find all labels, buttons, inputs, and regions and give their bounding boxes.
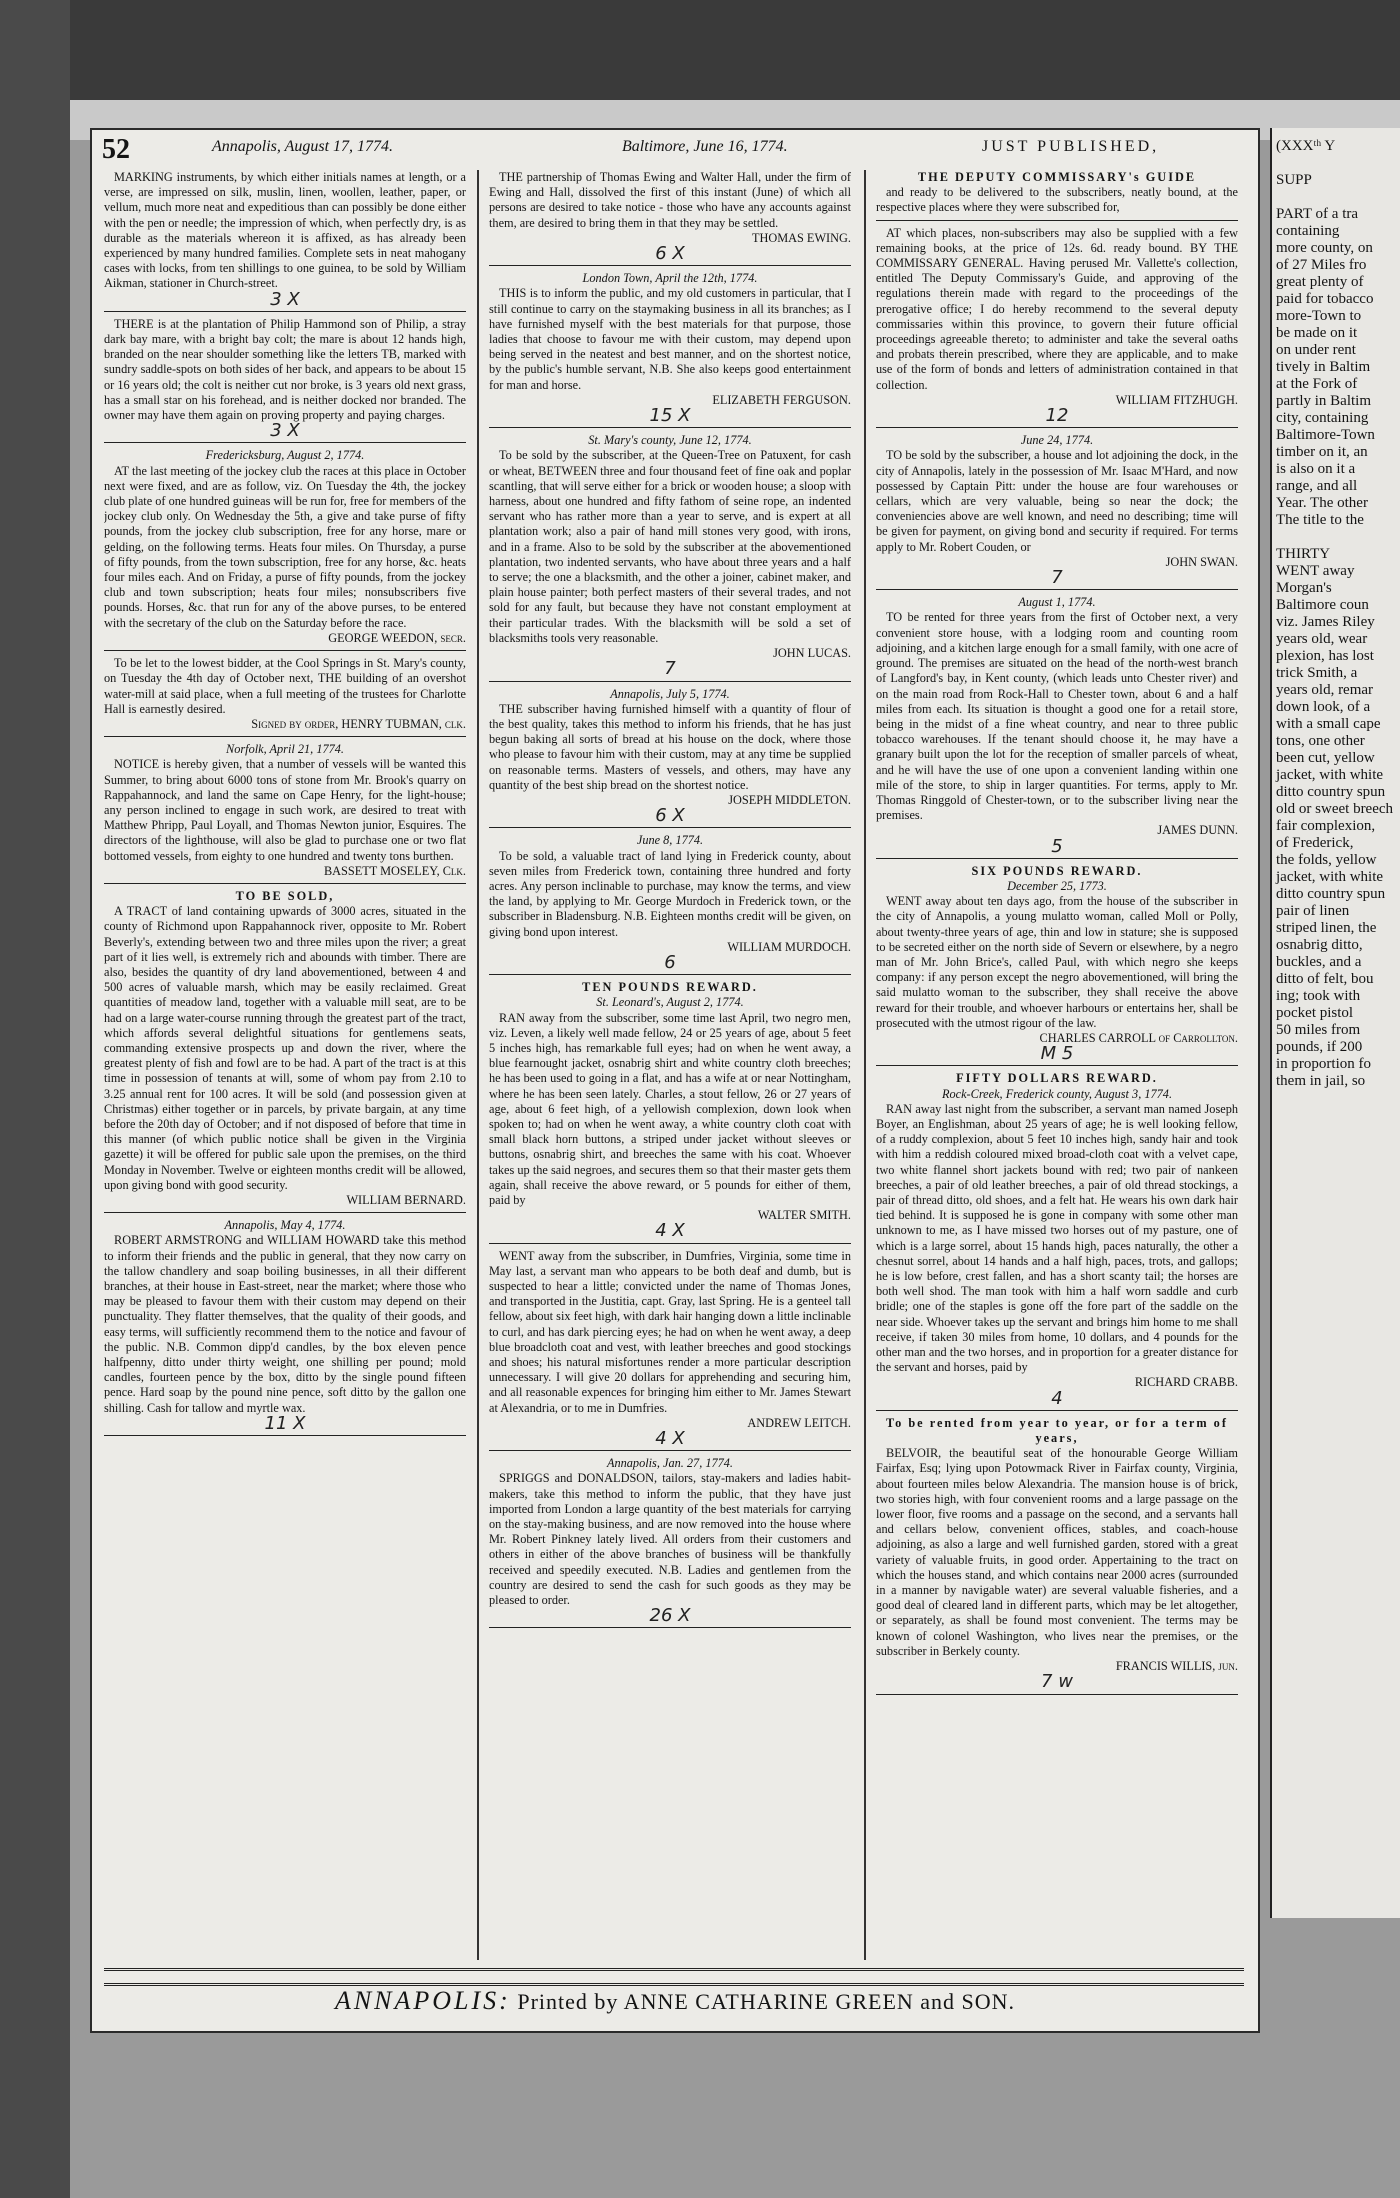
page-header: [102, 134, 1252, 165]
advertisement: [104, 448, 466, 646]
ad-headline: TO BE SOLD,: [235, 888, 335, 903]
ad-body: RAN away from the subscriber, some time last April, two negro men, viz. Leven, a likely well made fellow, 24 or 25 years of age, about 5 feet 5 inches high, has remarkable full eyes; had on when he went away, a blue fearnought jacket, osnabrig shirt and white country cloth breeches; he has been used to going in a flat, and has a wife at or near Nottingham, where he has been seen lately. Charles, a stout fellow, 26 or 27 years of age, about 6 feet high, of a yellowish complexion, down look when spoken to; had on when he went away, a white country cloth coat with small black horn buttons, a striped under jacket without sleeves or buttons, osnabrig shirt, and breeches the same with his coat. Whoever takes up the said negroes, and secures them so that their master gets them again, shall receive the above reward, or 5 pounds for either of them, paid by: [489, 1010, 851, 1207]
handwritten-mark: 7 w: [1041, 1671, 1073, 1693]
handwritten-mark: 5: [1051, 835, 1063, 857]
fragment-line: jacket, with white: [1276, 869, 1384, 885]
handwritten-mark: 4 X: [655, 1428, 685, 1450]
ad-signature: WALTER SMITH.: [757, 1208, 851, 1223]
ad-headline: TEN POUNDS REWARD.: [582, 980, 758, 995]
fragment-line: viz. James Riley: [1276, 614, 1375, 630]
ad-separator-rule: [489, 974, 851, 975]
ad-signature: JOHN SWAN.: [1165, 554, 1238, 569]
handwritten-mark: 11 X: [264, 1412, 306, 1434]
column-rule: [864, 170, 866, 1960]
advertisement: [489, 1456, 851, 1627]
fragment-line: been cut, yellow: [1276, 750, 1375, 766]
ad-signature: JOHN LUCAS.: [773, 646, 851, 661]
fragment-line: pair of linen: [1276, 903, 1350, 919]
ad-separator-rule: [489, 1243, 851, 1244]
ad-separator-rule: [104, 311, 466, 312]
advertisement: [876, 433, 1238, 589]
advertisement: [489, 833, 851, 973]
ad-body: AT the last meeting of the jockey club the races at this place in October next were fixed, and are as follow, viz. On Tuesday the 4th, the jockey club plate of one hundred guineas will be run for, free for members of the jockey club only. On Wednesday the 5th, a give and take purse of fifty pounds, from the jockey club subscription, free for any horse, mare or gelding, on the following terms. Heats four miles. On Thursday, a purse of fifty pounds, from the town subscription, free for any horse, &c. heats four miles each. And on Friday, a purse of fifty pounds, from the jockey club and town subscription; heats four miles; nonsubscribers five pounds. Horses, &c. that run for any of the above purses, to be entered with the secretary of the club on the Saturday before the race.: [104, 463, 466, 630]
ad-separator-rule: [104, 883, 466, 884]
fragment-line: tively in Baltim: [1276, 359, 1371, 375]
fragment-line: containing: [1276, 223, 1340, 239]
handwritten-mark: 4: [1051, 1387, 1063, 1409]
fragment-line: trick Smith, a: [1276, 665, 1358, 681]
fragment-line: (XXXᵗʰ Y: [1276, 138, 1336, 154]
ad-signature: WILLIAM BERNARD.: [346, 1193, 466, 1207]
ad-separator-rule: [876, 427, 1238, 428]
handwritten-mark: 6: [664, 951, 676, 973]
ad-separator-rule: [489, 1450, 851, 1451]
handwritten-mark: 26 X: [649, 1605, 691, 1627]
ad-dateline: St. Leonard's, August 2, 1774.: [596, 995, 744, 1010]
fragment-line: ditto country spun: [1276, 784, 1386, 800]
handwritten-mark: 3 X: [270, 288, 300, 310]
ad-separator-rule: [489, 265, 851, 266]
ad-dateline: Annapolis, May 4, 1774.: [224, 1218, 346, 1233]
ad-separator-rule: [104, 650, 466, 651]
ad-body: THIS is to inform the public, and my old customers in particular, that I still continue to carry on the staymaking business in all its branches; as I have furnished myself with the best materials for that purpose, those ladies that choose to favour me with their custom, may depend upon being served in the neatest and best manner, and on the shortest notice, by the public's humble servant, N.B. She also keeps good entertainment for man and horse.: [489, 286, 851, 392]
ad-headline: To be rented from year to year, or for a term of years,: [886, 1415, 1228, 1446]
fragment-line: ditto country spun: [1276, 886, 1386, 902]
ad-body: To be let to the lowest bidder, at the Cool Springs in St. Mary's county, on Tuesday the 4th day of October next, THE building of an overshot water-mill at said place, when a full meeting of the trustees for Charlotte Hall is earnestly desired.: [104, 656, 466, 716]
fragment-line: jacket, with white: [1276, 767, 1384, 783]
adjacent-page-fragment: [1270, 128, 1400, 1918]
ad-signature: Signed by order, HENRY TUBMAN, clk.: [251, 716, 466, 731]
fragment-line: in proportion fo: [1276, 1056, 1371, 1072]
ad-separator-rule: [104, 442, 466, 443]
fragment-line: [1276, 189, 1396, 206]
advertisement: [104, 1218, 466, 1434]
fragment-line: [1276, 155, 1396, 172]
ad-dateline: December 25, 1773.: [1007, 878, 1107, 893]
handwritten-mark: 15 X: [649, 405, 691, 427]
advertisement: [876, 170, 1238, 216]
ad-body: TO be sold by the subscriber, a house and lot adjoining the dock, in the city of Annapolis, lately in the possession of Mr. Isaac M'Hard, and now possessed by Captain Pitt: under the house are four warehouses or cellars, which are very valuable, being so near the dock; the conveniencies above are well known, and need no describing; time will be given for payment, on giving bond and security if required. For terms apply to Mr. Robert Couden, or: [876, 448, 1238, 554]
ad-signature: ANDREW LEITCH.: [747, 1415, 851, 1430]
advertisement: [876, 1071, 1238, 1409]
ad-dateline: Fredericksburg, August 2, 1774.: [205, 448, 365, 463]
fragment-line: years old, remar: [1276, 682, 1374, 698]
fragment-line: on under rent: [1276, 342, 1356, 358]
ad-body: MARKING instruments, by which either initials names at length, or a verse, are impressed on silk, muslin, linen, woollen, leather, paper, or vellum, much more neat and expeditious than can possibly be done either with the pen or needle; the impression of which, when perfectly dry, is as durable as the materials whereon it is affixed, as has already been experienced by many hundred families. Complete sets in neat mahogany cases with locks, from ten shillings to one guinea, to be sold by William Aikman, stationer in Church-street.: [104, 170, 466, 291]
footer-ornament-rule: [104, 1968, 1244, 1986]
fragment-line: great plenty of: [1276, 274, 1364, 290]
fragment-line: plexion, has lost: [1276, 648, 1374, 664]
imprint-printer: Printed by ANNE CATHARINE GREEN and SON.: [517, 1989, 1016, 2014]
ad-signature: FRANCIS WILLIS, jun.: [1115, 1659, 1238, 1674]
scan-left-border: [0, 0, 70, 2198]
fragment-line: old or sweet breech: [1276, 801, 1394, 817]
ad-body: and ready to be delivered to the subscribers, neatly bound, at the respective places where they were subscribed for,: [876, 185, 1238, 215]
ad-separator-rule: [489, 427, 851, 428]
fragment-line: down look, of a: [1276, 699, 1371, 715]
fragment-line: the folds, yellow: [1276, 852, 1377, 868]
fragment-line: city, containing: [1276, 410, 1369, 426]
ad-signature: ELIZABETH FERGUSON.: [712, 392, 851, 407]
ad-body: AT which places, non-subscribers may also be supplied with a few remaining books, at the price of 12s. 6d. ready bound. BY THE COMMISSARY GENERAL. Having perused Mr. Vallette's collection, entitled The Deputy Commissary's Guide, and approving of the regulations therein made with regard to the proceedings of the prerogative office; I do hereby recommend to the several deputy commissaries within this province, to govern their future official proceedings agreeable thereto; to administer and take the several oaths and probats therein prescribed, where they are applicable, and to make use of the form of bonds and letters of administration contained in that collection.: [876, 225, 1238, 392]
fragment-line: SUPP: [1276, 172, 1312, 188]
imprint-place: ANNAPOLIS:: [334, 1986, 511, 2015]
fragment-line: range, and all: [1276, 478, 1358, 494]
fragment-line: be made on it: [1276, 325, 1358, 341]
fragment-line: partly in Baltim: [1276, 393, 1371, 409]
ad-body: To be sold by the subscriber, at the Queen-Tree on Patuxent, for cash or wheat, BETWEEN three and four thousand feet of fine oak and poplar scantling, that will serve either for a brick or wooden house; a sloop with harness, about one hundred and fifty fathom of seine rope, an indented servant who has rather more than a year to serve, and is expert at all plantation work; also a pair of hand mill stones very good, with irons, and in a frame. Also to be sold by the subscriber at the abovementioned plantation, two indented servants, who have about three years and a half to serve; the one a blacksmith, and the other a joiner, cabinet maker, and plain house painter; both perfect masters of their several trades, and not sold for any fault, but because they have not constant employment at their particular trades. With the blacksmith will be sold a set of blacksmiths tools very reasonable.: [489, 448, 851, 645]
ad-headline: FIFTY DOLLARS REWARD.: [956, 1071, 1158, 1086]
ad-dateline: June 24, 1774.: [1020, 433, 1094, 448]
header-dateline-col1: Annapolis, August 17, 1774.: [212, 138, 394, 155]
ad-separator-rule: [489, 1627, 851, 1628]
ad-separator-rule: [104, 1212, 466, 1213]
ad-signature: BASSETT MOSELEY, Clk.: [323, 863, 466, 878]
fragment-line: with a small cape: [1276, 716, 1381, 732]
ad-body: SPRIGGS and DONALDSON, tailors, stay-makers and ladies habit-makers, take this method to inform the public, that they have just imported from London a large quantity of the best materials for carrying on the stay-making business, and are now removed into the house where Mr. Robert Pinkney lately lived. All orders from their customers and others in either of the above branches of business will be thankfully received and speedily executed. N.B. Ladies and gentlemen from the country are desired to send the cash for such goods as they may be pleased to order.: [489, 1471, 851, 1608]
handwritten-mark: M 5: [1040, 1043, 1074, 1065]
fragment-line: years old, wear: [1276, 631, 1368, 647]
fragment-line: WENT away: [1276, 563, 1355, 579]
fragment-line: THIRTY: [1276, 546, 1331, 562]
ad-dateline: June 8, 1774.: [636, 833, 704, 848]
handwritten-mark: 7: [664, 658, 676, 680]
ad-body: TO be rented for three years from the first of October next, a very convenient store house, with a lodging room and counting room adjoining, and a kitchen large enough for a small family, with one acre of ground. The premises are situated on the head of the north-west branch of Langford's bay, in Kent county, (which leads unto Chester river) and on the main road from Rock-Hall to Chester town, about 6 and a half miles from each. Its situation is thought a good one for a retail store, being in the midst of a fine wheat country, and near to three public tobacco warehouses. If the tenant should choose it, he may have a granary built upon the lot for the reception of smaller parcels of wheat, and he will have the use of one upon a convenient landing within one mile of the store, to ship in larger quantities. For terms, apply to Mr. Thomas Ringgold of Chester-town, or to the subscriber living near the premises.: [876, 610, 1238, 823]
fragment-line: more county, on: [1276, 240, 1373, 256]
ad-separator-rule: [876, 1065, 1238, 1066]
advertisement: [876, 595, 1238, 857]
column-3: [876, 170, 1238, 1960]
fragment-line: tons, one other: [1276, 733, 1365, 749]
advertisement: [876, 863, 1238, 1065]
advertisement: [489, 686, 851, 827]
ad-dateline: Annapolis, Jan. 27, 1774.: [606, 1456, 734, 1471]
fragment-line: striped linen, the: [1276, 920, 1377, 936]
ad-body: A TRACT of land containing upwards of 3000 acres, situated in the county of Richmond upon Rappahannock river, opposite to Mr. Robert Beverly's, extending between two and three miles upon the river; a great part of it lies well, is extremely rich and abounds with timber. There are also, besides the quantity of dry land abovementioned, between 4 and 500 acres of valuable marsh, which may be easily reclaimed. Great quantities of meadow land, together with a valuable mill seat, are to be had on a large water-course running through the greatest part of the tract, which affords several delightful situations for gentlemens seats, commanding extensive prospects up and down the river, where the greatest plenty of fish and fowl are to be had. A part of the tract is at this time in possession of tenants at will, some of whom pay from 2.10 to 3.25 annual rent for 100 acres. It will be sold (and possession given at Christmas) either together or in parcels, by private bargain, at any time before the 20th day of October; and if not disposed of before that time in this manner (of which public notice shall be given in the Virginia gazette) it will be offered for public sale upon the premises, on the third Monday in November. Twelve or eighteen months credit will be allowed, upon giving bond with good security.: [104, 904, 466, 1192]
ad-signature: GEORGE WEEDON, secr.: [328, 630, 466, 645]
ad-separator-rule: [104, 736, 466, 737]
ad-signature: WILLIAM FITZHUGH.: [1115, 392, 1238, 407]
ad-body: THE subscriber having furnished himself with a quantity of flour of the best quality, takes this method to inform his friends, that he has just begun baking all sorts of bread at his house on the dock, where those who please to favour him with their custom, may at any time be supplied on reasonable terms. Masters of vessels, and others, may have any quantity of the best ship bread on the shortest notice.: [489, 701, 851, 792]
fragment-line: fair complexion,: [1276, 818, 1376, 834]
scan-top-border: [0, 0, 1400, 120]
ad-headline: THE DEPUTY COMMISSARY's GUIDE: [917, 170, 1197, 184]
newspaper-page: [90, 128, 1260, 2033]
ad-separator-rule: [876, 220, 1238, 221]
fragment-line: PART of a tra: [1276, 206, 1359, 222]
advertisement: [489, 1248, 851, 1450]
ad-dateline: Rock-Creek, Frederick county, August 3, 1774.: [941, 1086, 1173, 1101]
fragment-line: osnabrig ditto,: [1276, 937, 1363, 953]
ad-body: ROBERT ARMSTRONG and WILLIAM HOWARD take this method to inform their friends and the public in general, that they now carry on the tallow chandlery and soap boiling businesses, in all their different branches, at their house in East-street, near the market; where those who may be pleased to favour them with their custom may depend on their punctuality. They flatter themselves, that the quality of their goods, and easy terms, will sufficiently recommend them to the notice and favour of the public. N.B. Common dipp'd candles, by the box eleven pence halfpenny, ditto under thirty weight, one shilling per pound; mold candles, fourteen pence by the box, ditto by the single pound fifteen pence. Hard soap by the pound nine pence, soft ditto by the gallon one shilling. Cash for tallow and myrtle wax.: [104, 1233, 466, 1415]
header-dateline-col2: Baltimore, June 16, 1774.: [622, 138, 788, 155]
ad-dateline: St. Mary's county, June 12, 1774.: [588, 433, 752, 448]
ad-body: THE partnership of Thomas Ewing and Walter Hall, under the firm of Ewing and Hall, dissolved the first of this instant (June) of which all persons are desired to take notice - those who have any accounts against them, are desired to bring them in that they may be settled.: [489, 170, 851, 230]
advertisement: [489, 433, 851, 680]
header-just-published: JUST PUBLISHED,: [982, 138, 1160, 155]
ad-body: WENT away from the subscriber, in Dumfries, Virginia, some time in May last, a servant man who appears to be both deaf and dumb, but is suspected to hear a little; convicted under the name of Thomas Jones, and transported in the Justitia, capt. Gray, last Spring. He is a genteel tall fellow, about six feet high, with dark hair hanging down a little inclinable to curl, and has dark piercing eyes; he had on when he went away, a deep blue broadcloth coat and vest, with leather breeches and good stockings and shoes; his natural misfortunes render a more particular description unnecessary. I will give 20 dollars for apprehending and securing him, and all reasonable expences for bringing him either to Mr. James Stewart at Alexandria, or to me in Dumfries.: [489, 1248, 851, 1415]
fragment-line: them in jail, so: [1276, 1073, 1366, 1089]
advertisement: [104, 316, 466, 442]
fragment-line: more-Town to: [1276, 308, 1362, 324]
fragment-line: buckles, and a: [1276, 954, 1362, 970]
ad-signature: THOMAS EWING.: [751, 230, 851, 245]
column-1: [104, 170, 466, 1960]
ad-signature: WILLIAM MURDOCH.: [727, 939, 851, 954]
ad-signature: JAMES DUNN.: [1157, 823, 1238, 838]
advertisement: [876, 225, 1238, 427]
ad-dateline: Annapolis, July 5, 1774.: [610, 686, 730, 701]
fragment-line: Baltimore coun: [1276, 597, 1369, 613]
fragment-line: of 27 Miles fro: [1276, 257, 1367, 273]
ad-body: THERE is at the plantation of Philip Hammond son of Philip, a stray dark bay mare, with a bright bay colt; the mare is about 12 hands high, branded on the near shoulder something like the letters TB, marked with sundry saddle-spots on both sides of her back, and appears to be about 15 or 16 years old; the colt is neither cut nor broke, is 3 years old next grass, has a small star on his forehead, and is neither docked nor branded. The owner may have them again on proving property and paying charges.: [104, 316, 466, 423]
ad-signature: RICHARD CRABB.: [1134, 1375, 1238, 1390]
ad-body: WENT away about ten days ago, from the house of the subscriber in the city of Annapolis, a young mulatto woman, called Moll or Polly, about twenty-three years of age, thin and low in stature; she is supposed to be secreted either on the north side of Severn or elsewhere, by a negro man of Mr. John Brice's, called Paul, with which negro she keeps company: if any person except the negro abovementioned, will bring the said mulatto woman to the subscriber, they shall receive the above reward for their trouble, and whoever harbours or entertains her, shall be prosecuted with the utmost rigour of the law.: [876, 894, 1238, 1030]
ad-body: BELVOIR, the beautiful seat of the honourable George William Fairfax, Esq; lying upon Potowmack River in Fairfax county, Virginia, about fourteen miles below Alexandria. The mansion house is of brick, two stories high, with four convenient rooms and a large passage on the lower floor, five rooms and a passage on the second, and a servants hall and cellars below, convenient offices, stables, and coach-house adjoining, as also a large and well furnished garden, stored with a great variety of valuable fruits, in good order. Appertaining to the tract on which the houses stand, and which contains near 2000 acres (surrounded in a manner by navigable water) are several valuable fisheries, and a good deal of cleared land in different parts, which may be let altogether, or separately, as shall be found most convenient. The terms may be known of colonel Washington, who lives near the premises, or the subscriber in Berkely county.: [876, 1446, 1238, 1658]
fragment-line: paid for tobacco: [1276, 291, 1374, 307]
fragment-line: Year. The other: [1276, 495, 1368, 511]
column-rule: [477, 170, 479, 1960]
handwritten-mark: 12: [1045, 405, 1069, 427]
fragment-line: ing; took with: [1276, 988, 1361, 1004]
fragment-line: is also on it a: [1276, 461, 1356, 477]
fragment-line: 50 miles from: [1276, 1022, 1361, 1038]
ad-dateline: London Town, April the 12th, 1774.: [582, 271, 758, 286]
fragment-line: ditto of felt, bou: [1276, 971, 1374, 987]
ad-separator-rule: [876, 589, 1238, 590]
ad-separator-rule: [876, 1694, 1238, 1695]
fragment-line: [1276, 529, 1396, 546]
advertisement: [489, 170, 851, 265]
ad-separator-rule: [104, 1435, 466, 1436]
fragment-line: pounds, if 200: [1276, 1039, 1363, 1055]
fragment-line: Morgan's: [1276, 580, 1332, 596]
handwritten-mark: 7: [1051, 567, 1063, 589]
handwritten-mark: 6 X: [655, 805, 685, 827]
fragment-line: timber on it, an: [1276, 444, 1368, 460]
ad-dateline: Norfolk, April 21, 1774.: [226, 742, 344, 757]
column-2: [489, 170, 851, 1960]
fragment-line: of Frederick,: [1276, 835, 1354, 851]
ad-separator-rule: [876, 1410, 1238, 1411]
advertisement: [104, 889, 466, 1208]
advertisement: [104, 742, 466, 879]
advertisement: [489, 271, 851, 427]
ad-separator-rule: [876, 858, 1238, 859]
fragment-line: The title to the: [1276, 512, 1364, 528]
page-number: 52: [102, 134, 130, 165]
ad-body: To be sold, a valuable tract of land lying in Frederick county, about seven miles from Frederick town, containing three hundred and forty acres. Any person inclinable to purchase, may know the terms, and view the land, by applying to Mr. George Murdoch in Frederick town, or the subscriber in Bladensburg. N.B. Eighteen months credit will be given, on giving bond upon interest.: [489, 848, 851, 939]
ad-headline: SIX POUNDS REWARD.: [971, 863, 1143, 878]
imprint: [92, 1986, 1258, 2016]
fragment-line: at the Fork of: [1276, 376, 1358, 392]
handwritten-mark: 4 X: [655, 1220, 685, 1242]
ad-separator-rule: [489, 827, 851, 828]
fragment-line: pocket pistol: [1276, 1005, 1354, 1021]
ad-separator-rule: [489, 681, 851, 682]
handwritten-mark: 3 X: [270, 420, 300, 442]
ad-body: NOTICE is hereby given, that a number of vessels will be wanted this Summer, to bring about 6000 tons of stone from Mr. Brook's quarry on Rappahannock, and land the same on Cape Henry, for the light-house; any person inclined to engage in such work, are desired to treat with Matthew Phripp, Paul Loyall, and Thomas Newton junior, Esquires. The directors of the lighthouse, will also be glad to purchase one or two flat bottomed vessels, from eighty to one hundred and twenty tons burthen.: [104, 757, 466, 863]
advertisement: [489, 980, 851, 1242]
ad-dateline: August 1, 1774.: [1018, 595, 1096, 610]
ad-body: RAN away last night from the subscriber, a servant man named Joseph Boyer, an Englishman, about 25 years of age; he is well looking fellow, of a ruddy complexion, about 5 feet 10 inches high, sandy hair and took with him a reddish coloured mixed broad-cloth coat with a velvet cape, two white flannel short jackets bound with red; two pair of nankeen breeches, a pair of old leather breeches, a pair of old thread stockings, a pair of thread ditto, old shoes, and a felt hat. He wears his own dark hair tied behind. It is supposed he is gone in company with some other man unknown to me, as I have missed two horses out of my pasture, one of which is a large sorrel, about 15 hands high, paces naturally, the other a chesnut sorrel, about 14 hands and a half high, paces, trots, and gallops; he is low before, crest fallen, and has a short scanty tail; the horses are both well shod. The man took with him a half worn saddle and curb bridle; one of the staples is gone off the fore part of the saddle on the near side. Whoever takes up the servant and brings him home to me shall receive, if taken 30 miles from home, 10 dollars, and 4 pounds for the other man and the two horses, and in proportion for a greater distance for the servant and horses, paid by: [876, 1101, 1238, 1375]
handwritten-mark: 6 X: [655, 243, 685, 265]
advertisement: [876, 1415, 1238, 1693]
advertisement: [104, 170, 466, 310]
ad-signature: JOSEPH MIDDLETON.: [728, 792, 851, 807]
fragment-line: Baltimore-Town: [1276, 427, 1375, 443]
ad-signature: CHARLES CARROLL of Carrollton.: [1039, 1030, 1238, 1045]
advertisement: [104, 656, 466, 732]
